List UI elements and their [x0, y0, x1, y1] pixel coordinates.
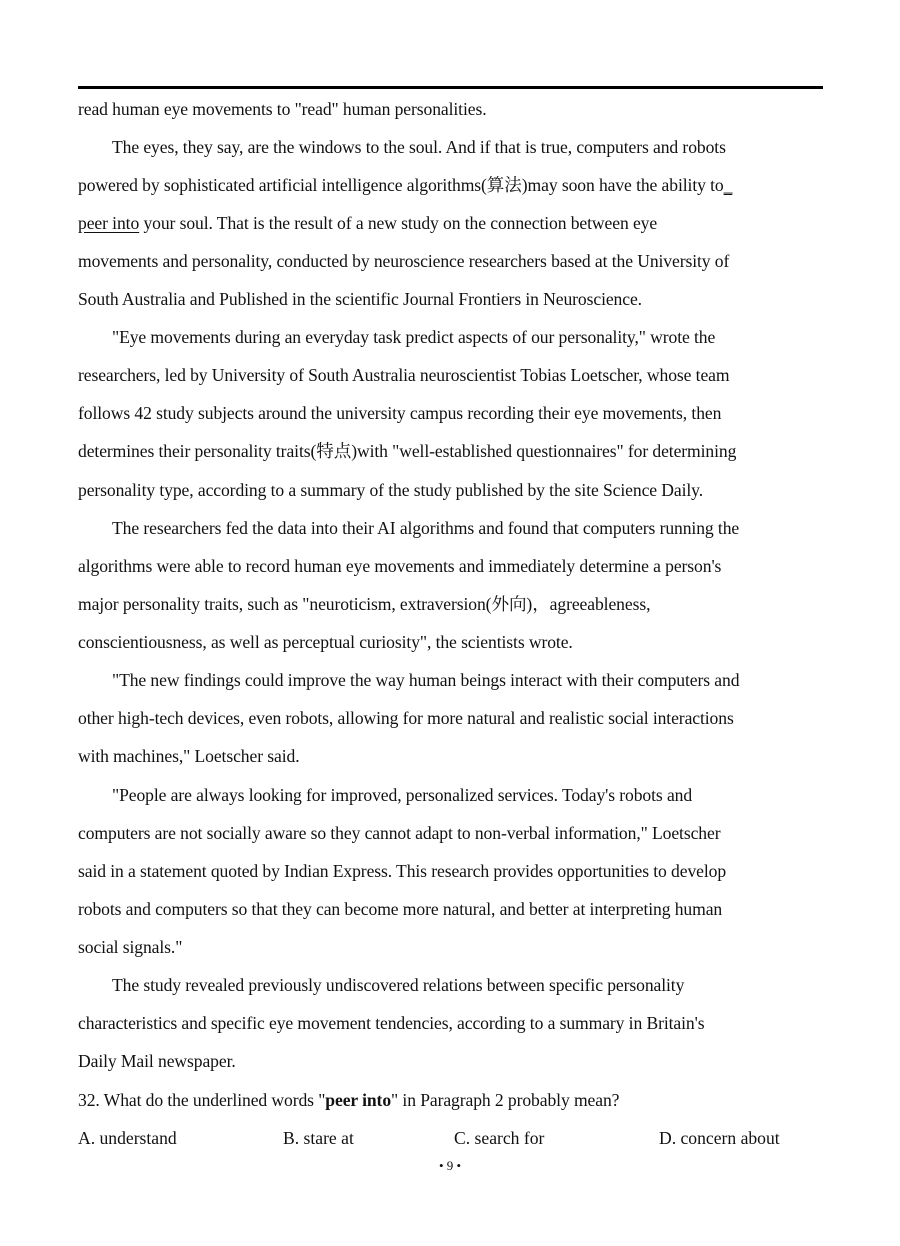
- passage-line: movements and personality, conducted by neuroscience researchers based at the University of: [78, 251, 730, 271]
- paragraph-2-start: The eyes, they say, are the windows to the soul. And if that is true, computers and robots: [112, 137, 726, 157]
- passage-line: said in a statement quoted by Indian Express. This research provides opportunities to develop: [78, 861, 727, 881]
- header-rule: [78, 86, 823, 89]
- passage-line: [78, 212, 823, 234]
- passage-text: your soul. That is the result of a new study on the connection between eye: [139, 213, 658, 233]
- passage-line: computers are not socially aware so they cannot adapt to non-verbal information," Loetscher: [78, 823, 721, 843]
- passage-line: researchers, led by University of South Australia neuroscientist Tobias Loetscher, whose team: [78, 365, 730, 385]
- question-number: 32.: [78, 1090, 100, 1110]
- passage-line: read human eye movements to "read" human personalities.: [78, 99, 487, 119]
- passage-line: follows 42 study subjects around the university campus recording their eye movements, then: [78, 403, 722, 423]
- underlined-phrase-peer-into: peer into: [78, 213, 140, 233]
- passage-line: robots and computers so that they can become more natural, and better at interpreting human: [78, 899, 723, 919]
- page-number: • 9 •: [438, 1158, 462, 1173]
- paragraph-4-start: The researchers fed the data into their AI algorithms and found that computers running the: [112, 518, 740, 538]
- passage-line: South Australia and Published in the scientific Journal Frontiers in Neuroscience.: [78, 289, 642, 309]
- passage-line: with machines," Loetscher said.: [78, 746, 300, 766]
- question-text: " in Paragraph 2 probably mean?: [391, 1090, 620, 1110]
- answer-options: [78, 1127, 823, 1149]
- passage-line: Daily Mail newspaper.: [78, 1051, 236, 1071]
- paragraph-6-start: "People are always looking for improved, personalized services. Today's robots and: [112, 785, 693, 805]
- passage-line: major personality traits, such as "neuroticism, extraversion(外向)，agreeableness,: [78, 594, 651, 614]
- passage-line: [78, 174, 823, 196]
- option-a[interactable]: A. understand: [78, 1128, 177, 1148]
- passage-line: determines their personality traits(特点)with "well-established questionnaires" for determining: [78, 441, 737, 461]
- passage-line: algorithms were able to record human eye movements and immediately determine a person's: [78, 556, 722, 576]
- passage-line: characteristics and specific eye movement tendencies, according to a summary in Britain's: [78, 1013, 705, 1033]
- option-b[interactable]: B. stare at: [283, 1128, 354, 1148]
- underline-mark: _: [723, 175, 733, 195]
- question-highlight: peer into: [325, 1090, 392, 1110]
- passage-line: social signals.": [78, 937, 183, 957]
- passage-line: other high-tech devices, even robots, allowing for more natural and realistic social interactions: [78, 708, 734, 728]
- passage-line: conscientiousness, as well as perceptual curiosity", the scientists wrote.: [78, 632, 573, 652]
- paragraph-7-start: The study revealed previously undiscovered relations between specific personality: [112, 975, 685, 995]
- passage-text: powered by sophisticated artificial intelligence algorithms(算法)may soon have the ability to: [78, 175, 724, 195]
- passage-line: personality type, according to a summary of the study published by the site Science Daily.: [78, 480, 704, 500]
- paragraph-3-start: "Eye movements during an everyday task predict aspects of our personality," wrote the: [112, 327, 716, 347]
- option-d[interactable]: D. concern about: [659, 1128, 780, 1148]
- paragraph-5-start: "The new findings could improve the way human beings interact with their computers and: [112, 670, 740, 690]
- question-32-stem: [78, 1089, 823, 1111]
- question-text: What do the underlined words ": [99, 1090, 326, 1110]
- option-c[interactable]: C. search for: [454, 1128, 545, 1148]
